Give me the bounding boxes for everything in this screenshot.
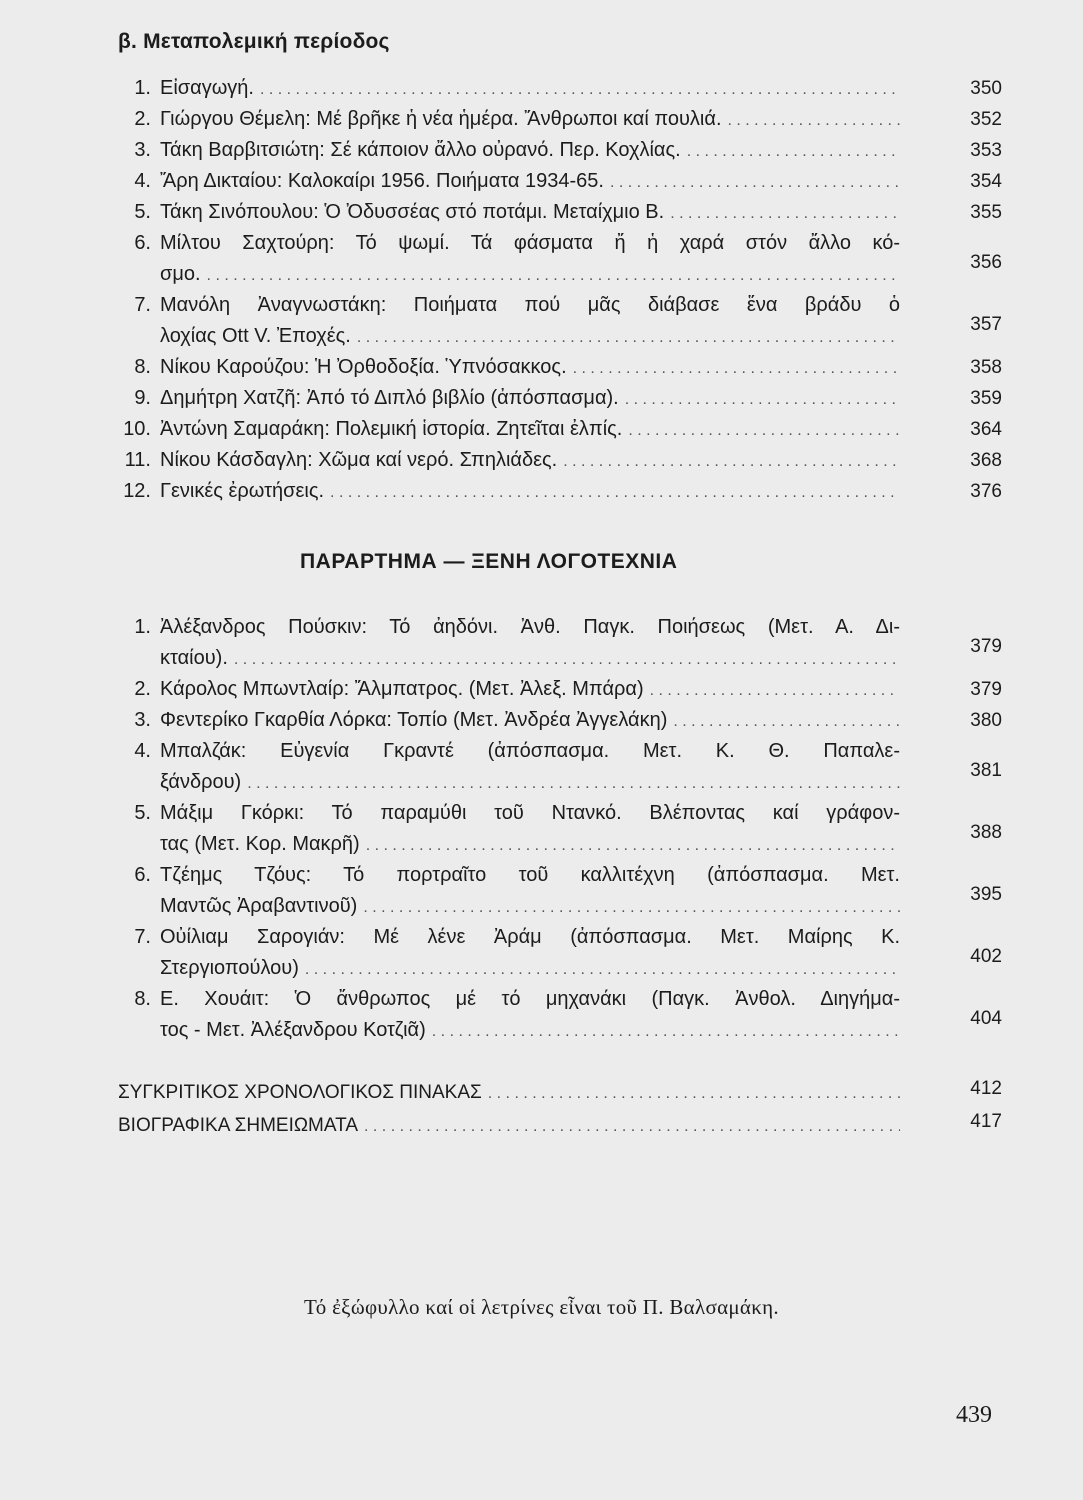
leader-dots xyxy=(670,198,900,229)
entry-title-line xyxy=(160,445,900,477)
entry-title-line: Μίλτου Σαχτούρη: Τό ψωμί. Τά φάσματα ἤ ἡ χαρά στόν ἄλλο κό- xyxy=(160,232,900,254)
entry-page: 350 xyxy=(970,78,1002,99)
entry-page: 359 xyxy=(970,388,1002,409)
back-matter-label: ΒΙΟΓΡΑΦΙΚΑ ΣΗΜΕΙΩΜΑΤΑ xyxy=(118,1115,359,1136)
entry-page: 395 xyxy=(970,884,1002,905)
entry-title: Ἄρη Δικταίου: Καλοκαίρι 1956. Ποιήματα 1934-65. xyxy=(160,170,604,192)
entry-title: Μαντῶς Ἀραβαντινοῦ) xyxy=(160,895,358,917)
entry-title-line xyxy=(160,73,900,105)
entry-title-line xyxy=(160,767,900,799)
entry-title: Τάκη Σινόπουλου: Ὁ Ὀδυσσέας στό ποτάμι. Μεταίχμιο Β. xyxy=(160,201,665,223)
entry-title-line: Οὐίλιαμ Σαρογιάν: Μέ λένε Ἀράμ (ἀπόσπασμα. Μετ. Μαίρης Κ. xyxy=(160,926,900,948)
entry-title: Δημήτρη Χατζῆ: Ἀπό τό Διπλό βιβλίο (ἀπόσπασμα). xyxy=(160,387,619,409)
entry-title: Ἀντώνη Σαμαράκη: Πολεμική ἱστορία. Ζητεῖται ἐλπίς. xyxy=(160,418,623,440)
entry-title-line: Ἀλέξανδρος Πούσκιν: Τό ἀηδόνι. Ἀνθ. Παγκ. Ποιήσεως (Μετ. Α. Δι- xyxy=(160,616,900,638)
entry-title-line: Μάξιμ Γκόρκι: Τό παραμύθι τοῦ Ντανκό. Βλέποντας καί γράφον- xyxy=(160,802,900,824)
leader-dots xyxy=(625,384,900,415)
leader-dots xyxy=(366,830,900,861)
entry-title: σμο. xyxy=(160,263,201,285)
cover-credits: Τό ἐξώφυλλο καί οἱ λετρίνες εἶναι τοῦ Π. Βαλσαμάκη. xyxy=(304,1295,779,1319)
entry-title: Κάρολος Μπωντλαίρ: Ἄλμπατρος. (Μετ. Ἀλεξ. Μπάρα) xyxy=(160,678,644,700)
entry-title-line xyxy=(160,135,900,167)
entry-number: 1. xyxy=(134,616,151,638)
leader-dots xyxy=(330,477,900,508)
leader-dots xyxy=(573,353,900,384)
entry-number: 4. xyxy=(134,740,151,762)
leader-dots xyxy=(650,675,900,706)
entry-number: 6. xyxy=(134,864,151,886)
leader-dots xyxy=(563,446,900,477)
entry-title: Νίκου Καρούζου: Ἡ Ὀρθοδοξία. Ὑπνόσακκος. xyxy=(160,356,567,378)
entry-title-line xyxy=(160,259,900,291)
appendix-title: ΠΑΡΑΡΤΗΜΑ — ΞΕΝΗ ΛΟΓΟΤΕΧΝΙΑ xyxy=(300,550,678,573)
leader-dots xyxy=(364,1111,900,1142)
back-matter-page: 417 xyxy=(970,1111,1002,1132)
entry-number: 8. xyxy=(134,988,151,1010)
entry-title: Νίκου Κάσδαγλη: Χῶμα καί νερό. Σπηλιάδες. xyxy=(160,449,558,471)
entry-page: 379 xyxy=(970,636,1002,657)
entry-number: 11. xyxy=(124,449,151,471)
leader-dots xyxy=(488,1078,900,1109)
entry-number: 3. xyxy=(134,139,151,161)
leader-dots xyxy=(687,136,900,167)
entry-page: 353 xyxy=(970,140,1002,161)
back-matter-page: 412 xyxy=(970,1078,1002,1099)
entry-number: 3. xyxy=(134,709,151,731)
back-matter-label: ΣΥΓΚΡΙΤΙΚΟΣ ΧΡΟΝΟΛΟΓΙΚΟΣ ΠΙΝΑΚΑΣ xyxy=(118,1082,482,1103)
leader-dots xyxy=(673,706,900,737)
entry-page: 404 xyxy=(970,1008,1002,1029)
entry-page: 364 xyxy=(970,419,1002,440)
entry-title: λοχίας Ott V. Ἐποχές. xyxy=(160,325,351,347)
entry-title-line xyxy=(160,643,900,675)
entry-number: 5. xyxy=(134,201,151,223)
entry-title-line xyxy=(160,414,900,446)
entry-number: 9. xyxy=(134,387,151,409)
leader-dots xyxy=(260,74,900,105)
entry-title: Γιώργου Θέμελη: Μέ βρῆκε ἡ νέα ἡμέρα. Ἄνθρωποι καί πουλιά. xyxy=(160,108,722,130)
entry-title-line xyxy=(160,674,900,706)
entry-title: Φεντερίκο Γκαρθία Λόρκα: Τοπίο (Μετ. Ἀνδρέα Ἀγγελάκη) xyxy=(160,709,668,731)
entry-title-line xyxy=(160,829,900,861)
entry-page: 402 xyxy=(970,946,1002,967)
entry-page: 358 xyxy=(970,357,1002,378)
entry-title: Γενικές ἐρωτήσεις. xyxy=(160,480,325,502)
entry-number: 6. xyxy=(134,232,151,254)
back-matter-entry xyxy=(118,1110,900,1142)
entry-page: 352 xyxy=(970,109,1002,130)
entry-page: 357 xyxy=(970,314,1002,335)
entry-title-line xyxy=(160,953,900,985)
leader-dots xyxy=(247,768,900,799)
entry-title-line xyxy=(160,166,900,198)
entry-page: 388 xyxy=(970,822,1002,843)
section-title: β. Μεταπολεμική περίοδος xyxy=(118,30,390,53)
entry-title-line xyxy=(160,321,900,353)
leader-dots xyxy=(357,322,900,353)
entry-title-line xyxy=(160,383,900,415)
entry-page: 376 xyxy=(970,481,1002,502)
leader-dots xyxy=(610,167,900,198)
entry-title: τος - Μετ. Ἀλέξανδρου Κοτζιᾶ) xyxy=(160,1019,426,1041)
entry-title-line: Μπαλζάκ: Εὐγενία Γκραντέ (ἀπόσπασμα. Μετ. Κ. Θ. Παπαλε- xyxy=(160,740,900,762)
entry-title: ξάνδρου) xyxy=(160,771,242,793)
leader-dots xyxy=(305,954,900,985)
entry-title: Εἰσαγωγή. xyxy=(160,77,254,99)
entry-title-line: Τζέημς Τζόυς: Τό πορτραῖτο τοῦ καλλιτέχνη (ἀπόσπασμα. Μετ. xyxy=(160,864,900,886)
entry-title-line: Ε. Χουάιτ: Ὁ ἄνθρωπος μέ τό μηχανάκι (Παγκ. Ἀνθολ. Διηγήμα- xyxy=(160,988,900,1010)
entry-number: 10. xyxy=(123,418,151,440)
entry-page: 356 xyxy=(970,252,1002,273)
entry-number: 5. xyxy=(134,802,151,824)
entry-number: 12. xyxy=(123,480,151,502)
entry-number: 7. xyxy=(134,294,151,316)
entry-title-line: Μανόλη Ἀναγνωστάκη: Ποιήματα πού μᾶς διάβασε ἕνα βράδυ ὁ xyxy=(160,294,900,316)
leader-dots xyxy=(628,415,900,446)
entry-number: 7. xyxy=(134,926,151,948)
entry-title: Τάκη Βαρβιτσιώτη: Σέ κάποιον ἄλλο οὐρανό. Περ. Κοχλίας. xyxy=(160,139,681,161)
entry-title-line xyxy=(160,104,900,136)
entry-number: 2. xyxy=(134,108,151,130)
entry-number: 2. xyxy=(134,678,151,700)
entry-title: τας (Μετ. Κορ. Μακρῆ) xyxy=(160,833,360,855)
entry-number: 1. xyxy=(134,77,151,99)
entry-title-line xyxy=(160,197,900,229)
leader-dots xyxy=(432,1016,900,1047)
leader-dots xyxy=(207,260,900,291)
entry-page: 379 xyxy=(970,679,1002,700)
entry-title: Στεργιοπούλου) xyxy=(160,957,299,979)
entry-page: 368 xyxy=(970,450,1002,471)
entry-title-line xyxy=(160,352,900,384)
entry-page: 380 xyxy=(970,710,1002,731)
entry-title-line xyxy=(160,891,900,923)
back-matter-entry xyxy=(118,1077,900,1109)
entry-page: 381 xyxy=(970,760,1002,781)
entry-page: 354 xyxy=(970,171,1002,192)
entry-title: κταίου). xyxy=(160,647,228,669)
entry-title-line xyxy=(160,1015,900,1047)
leader-dots xyxy=(234,644,900,675)
leader-dots xyxy=(363,892,900,923)
page-number: 439 xyxy=(956,1402,992,1428)
entry-page: 355 xyxy=(970,202,1002,223)
entry-title-line xyxy=(160,476,900,508)
entry-number: 4. xyxy=(134,170,151,192)
leader-dots xyxy=(728,105,901,136)
entry-number: 8. xyxy=(134,356,151,378)
entry-title-line xyxy=(160,705,900,737)
